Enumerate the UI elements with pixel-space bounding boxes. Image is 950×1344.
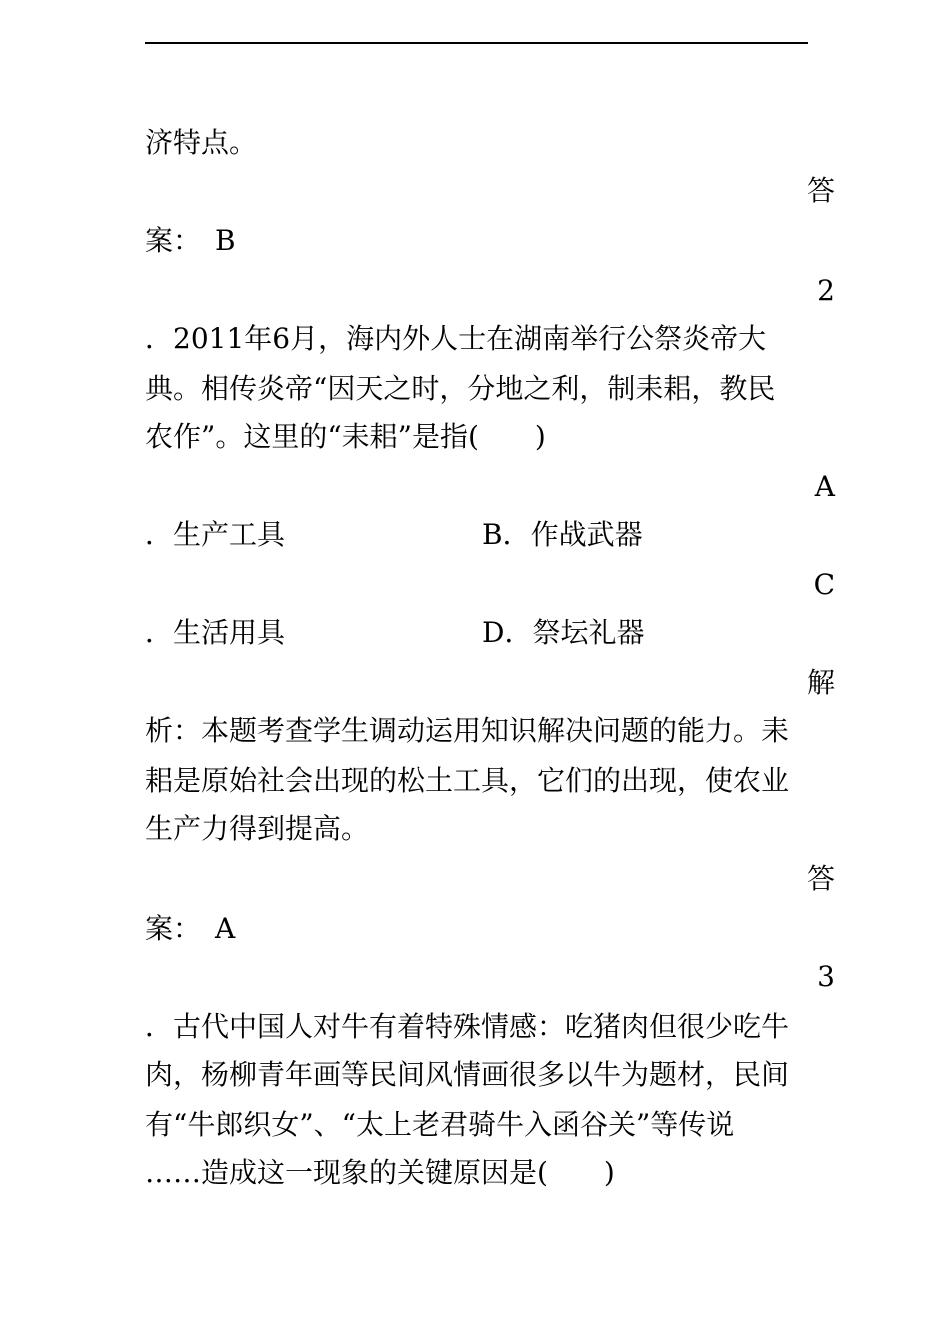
analysis-line-2: 耜是原始社会出现的松土工具，它们的出现，使农业 bbox=[145, 764, 790, 797]
answer1-label-tail: 案： B bbox=[145, 224, 236, 257]
option-c-text: ．生活用具 bbox=[145, 616, 286, 649]
question3-line-3: 有“牛郎织女”、“太上老君骑牛入函谷关”等传说 bbox=[145, 1108, 735, 1141]
answer2-label-head: 答 bbox=[806, 862, 835, 895]
question3-line-4: ……造成这一现象的关键原因是( ) bbox=[145, 1156, 615, 1189]
prev-answer-tail-text: 济特点。 bbox=[145, 126, 258, 159]
question3-line-1: ．古代中国人对牛有着特殊情感：吃猪肉但很少吃牛 bbox=[145, 1010, 790, 1043]
analysis-line-1: 析：本题考查学生调动运用知识解决问题的能力。耒 bbox=[145, 714, 790, 747]
option-c-letter: C bbox=[813, 568, 835, 601]
answer1-label-head: 答 bbox=[806, 174, 835, 207]
question2-line-1: ．2011年6月，海内外人士在湖南举行公祭炎帝大 bbox=[145, 322, 767, 355]
option-b: B．作战武器 bbox=[482, 518, 643, 551]
option-d: D．祭坛礼器 bbox=[482, 616, 645, 649]
option-a-letter: A bbox=[814, 470, 835, 503]
question2-line-3: 农作”。这里的“耒耜”是指( ) bbox=[145, 420, 546, 453]
question2-line-2: 典。相传炎帝“因天之时，分地之利，制耒耜，教民 bbox=[145, 372, 776, 405]
analysis-line-3: 生产力得到提高。 bbox=[145, 812, 370, 845]
answer2-label-tail: 案： A bbox=[145, 912, 236, 945]
question3-number: 3 bbox=[817, 960, 835, 993]
analysis-label-head: 解 bbox=[806, 666, 835, 699]
header-rule bbox=[145, 42, 808, 44]
option-a-text: ．生产工具 bbox=[145, 518, 286, 551]
question3-line-2: 肉，杨柳青年画等民间风情画很多以牛为题材，民间 bbox=[145, 1058, 790, 1091]
question2-number: 2 bbox=[817, 274, 835, 307]
